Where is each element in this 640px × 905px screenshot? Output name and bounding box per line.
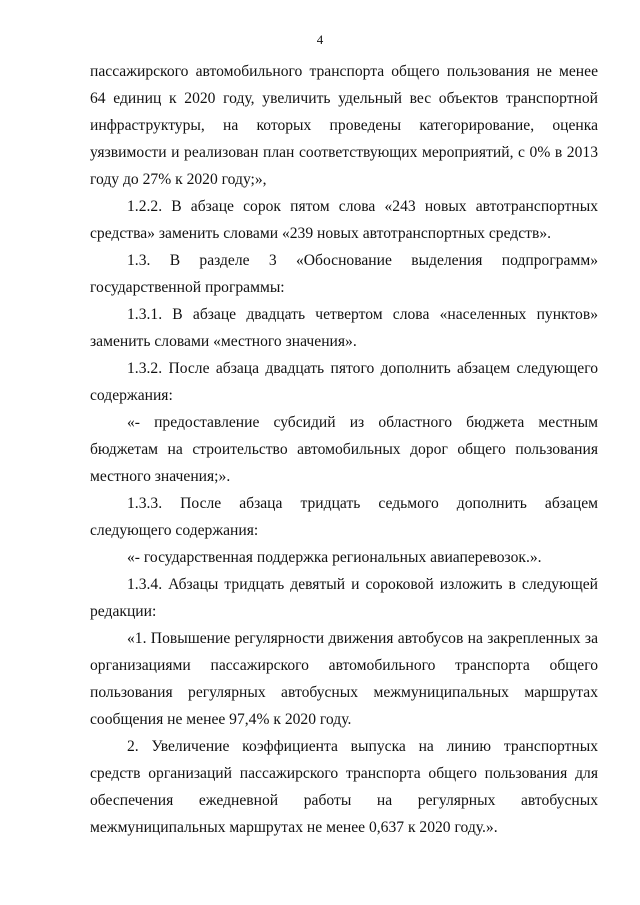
- paragraph-1-3-1: 1.3.1. В абзаце двадцать четвертом слова «населенных пунктов» заменить словами «местного значения».: [90, 306, 598, 350]
- quoted-item-2: 2. Увеличение коэффициента выпуска на линию транспортных средств организаций пассажирского транспорта общего пользования для обеспечения ежедневной работы на регулярных автобусных межмуниципальных маршрутах не менее 0,637 к 2020 году.».: [90, 738, 598, 836]
- document-body: [90, 58, 598, 841]
- paragraph-1-3-3: 1.3.3. После абзаца тридцать седьмого дополнить абзацем следующего содержания:: [90, 495, 598, 539]
- paragraph-continuation: пассажирского автомобильного транспорта общего пользования не менее 64 единиц к 2020 году, увеличить удельный вес объектов транспортной инфраструктуры, на которых проведены категорирование, оценка уязвимости и реализован план соответствующих мероприятий, с 0% в 2013 году до 27% к 2020 году;»,: [90, 63, 598, 188]
- quoted-paragraph-subsidies: «- предоставление субсидий из областного бюджета местным бюджетам на строительство автомобильных дорог общего пользования местного значения;».: [90, 414, 598, 485]
- paragraph-1-3-2: 1.3.2. После абзаца двадцать пятого дополнить абзацем следующего содержания:: [90, 360, 598, 404]
- quoted-paragraph-aviation: «- государственная поддержка региональных авиаперевозок.».: [127, 549, 542, 566]
- page-number: 4: [316, 32, 324, 47]
- paragraph-1-3-4: 1.3.4. Абзацы тридцать девятый и сороковой изложить в следующей редакции:: [90, 576, 598, 620]
- paragraph-1-3: 1.3. В разделе 3 «Обоснование выделения подпрограмм» государственной программы:: [90, 252, 598, 296]
- quoted-item-1: «1. Повышение регулярности движения автобусов на закрепленных за организациями пассажирского автомобильного транспорта общего пользования регулярных автобусных межмуниципальных маршрутах сообщения не менее 97,4% к 2020 году.: [90, 630, 598, 728]
- paragraph-1-2-2: 1.2.2. В абзаце сорок пятом слова «243 новых автотранспортных средства» заменить словами «239 новых автотранспортных средств».: [90, 198, 598, 242]
